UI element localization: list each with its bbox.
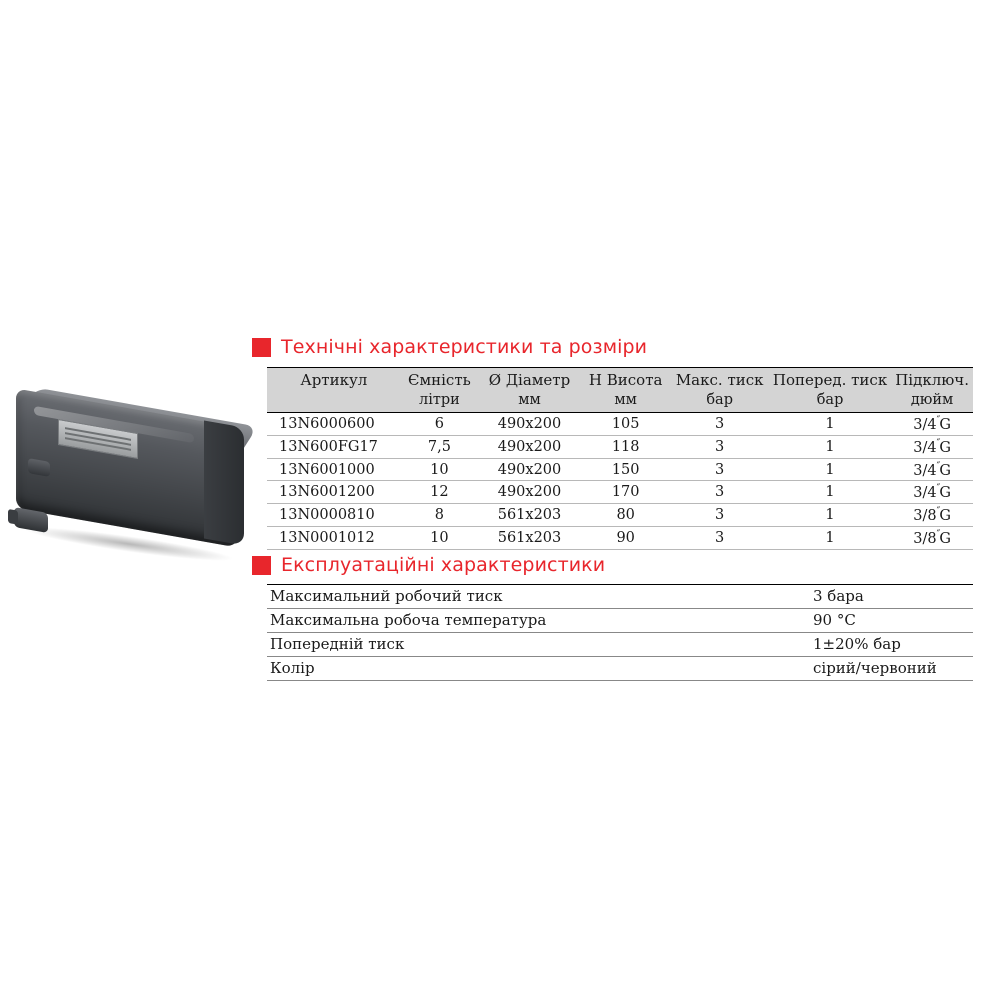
cell-article: 13N6000600: [267, 413, 401, 436]
red-square-bullet-icon: [252, 556, 271, 575]
cell-capacity: 10: [401, 458, 478, 481]
inch-mark-icon: ″: [936, 437, 940, 449]
connection-thread: G: [939, 508, 951, 525]
header-height: H Висота: [581, 368, 671, 392]
table-header-row: [267, 368, 973, 392]
cell-parameter: Максимальний робочий тиск: [267, 585, 805, 609]
cell-capacity: 10: [401, 527, 478, 550]
table-units-row: [267, 391, 973, 413]
red-square-bullet-icon: [252, 338, 271, 357]
cell-max-pressure: 3: [670, 413, 768, 436]
units-height: мм: [581, 391, 671, 413]
connection-size: 3/4: [913, 462, 937, 479]
header-diameter: Ø Діаметр: [478, 368, 581, 392]
connection-size: 3/8: [913, 530, 937, 547]
table-row: [267, 435, 973, 458]
technical-specs-table-body: [267, 413, 973, 550]
section-heading-operational-label: Експлуатаційні характеристики: [281, 554, 606, 576]
header-connection: Підключ.: [891, 368, 973, 392]
cell-diameter: 490x200: [478, 413, 581, 436]
technical-specs-table-head: [267, 368, 973, 413]
section-heading-technical-label: Технічні характеристики та розміри: [281, 336, 648, 358]
cell-height: 150: [581, 458, 671, 481]
table-row: [267, 527, 973, 550]
connection-size: 3/8: [913, 508, 937, 525]
cell-height: 90: [581, 527, 671, 550]
cell-max-pressure: 3: [670, 481, 768, 504]
cell-connection: [891, 504, 973, 527]
connection-thread: G: [939, 530, 951, 547]
inch-mark-icon: ″: [936, 483, 940, 495]
header-pre-pressure: Поперед. тиск: [769, 368, 891, 392]
inch-mark-icon: ″: [936, 415, 940, 426]
connection-size: 3/4: [913, 439, 937, 456]
cell-parameter: Колір: [267, 657, 805, 681]
cell-parameter: Максимальна робоча температура: [267, 609, 805, 633]
cell-capacity: 7,5: [401, 435, 478, 458]
cell-capacity: 8: [401, 504, 478, 527]
header-article: Артикул: [267, 368, 401, 392]
cell-height: 80: [581, 504, 671, 527]
cell-diameter: 561x203: [478, 504, 581, 527]
cell-max-pressure: 3: [670, 458, 768, 481]
tank-end-face: [204, 420, 244, 545]
cell-diameter: 490x200: [478, 435, 581, 458]
connection-thread: G: [939, 462, 951, 479]
cell-pre-pressure: 1: [769, 435, 891, 458]
operational-specs-table-body: [267, 585, 973, 681]
section-heading-operational: [252, 554, 605, 576]
inch-mark-icon: ″: [936, 506, 940, 518]
cell-max-pressure: 3: [670, 504, 768, 527]
table-row: [267, 657, 973, 681]
cell-value: 90 °C: [805, 609, 973, 633]
cell-connection: [891, 527, 973, 550]
technical-specs-table: [267, 367, 973, 550]
section-heading-technical: [252, 336, 647, 358]
cell-pre-pressure: 1: [769, 527, 891, 550]
inch-mark-icon: ″: [936, 460, 940, 472]
cell-article: 13N0000810: [267, 504, 401, 527]
cell-max-pressure: 3: [670, 527, 768, 550]
cell-max-pressure: 3: [670, 435, 768, 458]
cell-height: 105: [581, 413, 671, 436]
connection-size: 3/4: [913, 416, 937, 433]
cell-connection: [891, 435, 973, 458]
cell-height: 118: [581, 435, 671, 458]
units-max-pressure: бар: [670, 391, 768, 413]
header-max-pressure: Макс. тиск: [670, 368, 768, 392]
operational-specs-table: [267, 584, 973, 681]
cell-pre-pressure: 1: [769, 481, 891, 504]
table-row: [267, 633, 973, 657]
cell-height: 170: [581, 481, 671, 504]
table-row: [267, 504, 973, 527]
cell-value: 3 бара: [805, 585, 973, 609]
units-diameter: мм: [478, 391, 581, 413]
cell-diameter: 490x200: [478, 458, 581, 481]
table-row: [267, 585, 973, 609]
connection-thread: G: [939, 485, 951, 502]
cell-connection: [891, 413, 973, 436]
table-row: [267, 413, 973, 436]
cell-capacity: 12: [401, 481, 478, 504]
cell-article: 13N6001200: [267, 481, 401, 504]
cell-article: 13N0001012: [267, 527, 401, 550]
connection-thread: G: [939, 416, 951, 433]
units-connection: дюйм: [891, 391, 973, 413]
cell-article: 13N600FG17: [267, 435, 401, 458]
cell-value: 1±20% бар: [805, 633, 973, 657]
table-row: [267, 458, 973, 481]
cell-diameter: 490x200: [478, 481, 581, 504]
cell-pre-pressure: 1: [769, 504, 891, 527]
product-image: [8, 390, 258, 570]
cell-capacity: 6: [401, 413, 478, 436]
cell-parameter: Попередній тиск: [267, 633, 805, 657]
units-article: [267, 391, 401, 413]
cell-article: 13N6001000: [267, 458, 401, 481]
table-row: [267, 609, 973, 633]
cell-diameter: 561x203: [478, 527, 581, 550]
cell-connection: [891, 458, 973, 481]
units-pre-pressure: бар: [769, 391, 891, 413]
cell-pre-pressure: 1: [769, 458, 891, 481]
header-capacity: Ємність: [401, 368, 478, 392]
table-row: [267, 481, 973, 504]
cell-connection: [891, 481, 973, 504]
connection-thread: G: [939, 439, 951, 456]
cell-value: сірий/червоний: [805, 657, 973, 681]
connection-size: 3/4: [913, 485, 937, 502]
units-capacity: літри: [401, 391, 478, 413]
cell-pre-pressure: 1: [769, 413, 891, 436]
inch-mark-icon: ″: [936, 529, 940, 541]
